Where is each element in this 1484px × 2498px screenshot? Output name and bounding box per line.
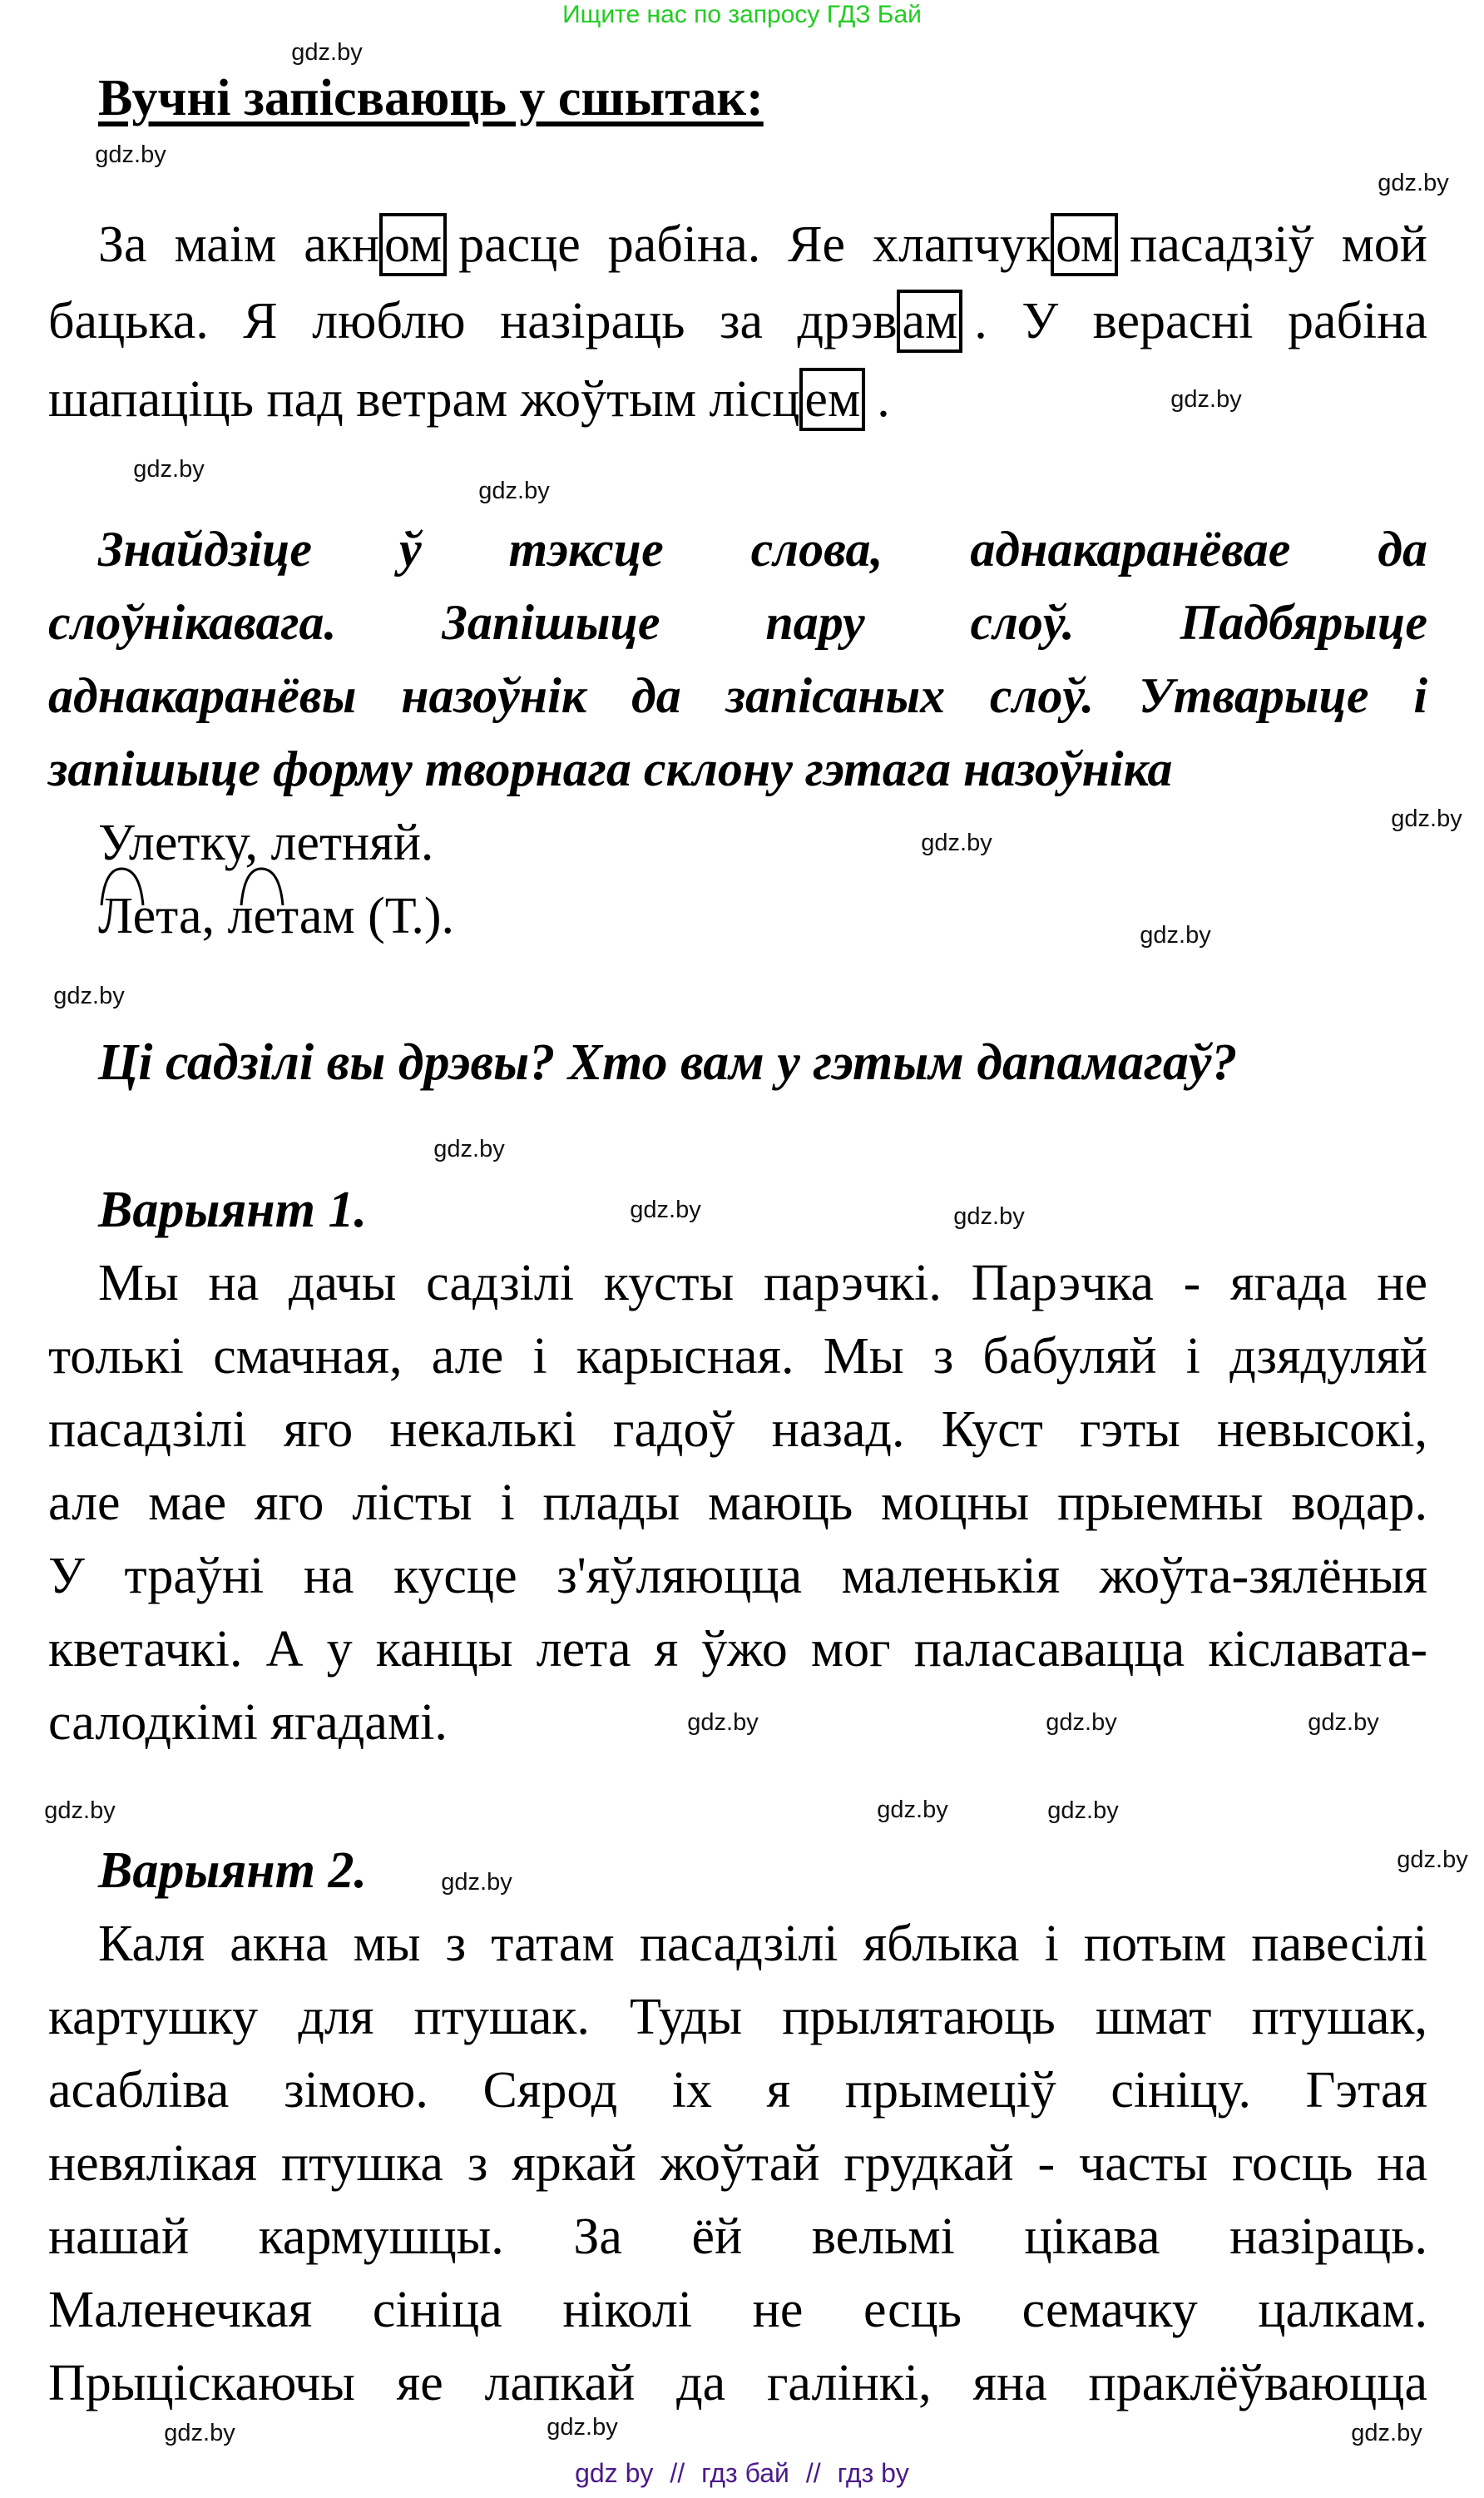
watermark-text: gdz.by [95, 141, 166, 168]
watermark-text: gdz.by [133, 456, 205, 483]
highlighted-ending: ом [379, 213, 447, 276]
watermark-text: gdz.by [1308, 1709, 1379, 1736]
task-line: аднакаранёвы назоўнік да запісаных слоў. Утварыце і [48, 668, 1427, 723]
watermark-text: gdz.by [1378, 170, 1449, 196]
task-line: запішыце форму творнага склону гэтага назоўніка [48, 741, 1173, 796]
watermark-text: gdz.by [478, 478, 550, 504]
footer-separator: // [805, 2458, 821, 2488]
page-title: Вучні запісваюць у сшытак: [98, 70, 764, 126]
text-line: нашай кармушцы. За ёй вельмі цікава назіраць. [48, 2208, 1427, 2265]
watermark-text: gdz.by [547, 2414, 618, 2441]
watermark-text: gdz.by [1046, 1709, 1117, 1736]
text-line: салодкімі ягадамі. [48, 1694, 448, 1751]
watermark-text: gdz.by [1140, 922, 1211, 949]
text-line: пасадзілі яго некалькі гадоў назад. Куст гэты невысокі, [48, 1401, 1427, 1458]
watermark-text: gdz.by [441, 1869, 512, 1896]
watermark-text: gdz.by [1047, 1797, 1119, 1824]
text-line: Маленечкая сініца ніколі не есць семачку цалкам. [48, 2282, 1427, 2338]
text-line: картушку для птушак. Туды прылятаюць шмат птушак, [48, 1989, 1427, 2045]
question-heading: Ці садзілі вы дрэвы? Хто вам у гэтым дапамагаў? [98, 1034, 1238, 1091]
watermark-text: gdz.by [433, 1136, 505, 1162]
root-arc-mark [98, 865, 148, 907]
text-line: У траўні на кусце з'яўляюцца маленькія жоўта-зялёныя [48, 1548, 1427, 1604]
highlighted-ending: ем [799, 368, 865, 431]
footer-link[interactable]: гдз by [837, 2458, 909, 2488]
text-segment: бацька. Я люблю назіраць за дрэв [48, 293, 898, 349]
watermark-text: gdz.by [44, 1797, 116, 1824]
text-line: Каля акна мы з татам пасадзілі яблыка і потым павесілі [98, 1916, 1427, 1972]
text-line [48, 288, 1427, 354]
watermark-text: gdz.by [921, 830, 992, 856]
text-line: але мае яго лісты і плады маюць моцны прыемны водар. [48, 1475, 1427, 1531]
answer-line: Улетку, летняй. [98, 815, 434, 871]
search-hint-banner: Ищите нас по запросу ГДЗ Бай [562, 1, 922, 28]
watermark-text: gdz.by [1391, 805, 1462, 832]
footer-links [0, 2456, 1484, 2490]
watermark-text: gdz.by [164, 2420, 235, 2446]
highlighted-ending: ом [1051, 213, 1118, 276]
watermark-text: gdz.by [953, 1203, 1025, 1230]
text-line: Прыцiскаючы яе лапкай да галінкі, яна праклёўваюцца [48, 2355, 1427, 2411]
watermark-text: gdz.by [53, 983, 125, 1009]
watermark-text: gdz.by [687, 1709, 759, 1736]
text-line: кветачкі. А у канцы лета я ўжо мог паласавацца кіславата- [48, 1621, 1427, 1678]
watermark-text: gdz.by [1351, 2420, 1422, 2446]
footer-separator: // [670, 2458, 685, 2488]
text-segment: . У верасні рабіна [974, 293, 1427, 349]
text-segment: пасадзіў мой [1130, 216, 1427, 273]
watermark-text: gdz.by [1397, 1846, 1468, 1873]
text-line [98, 211, 1427, 278]
root-arc-mark [238, 865, 288, 907]
watermark-text: gdz.by [630, 1197, 701, 1223]
variant-heading: Варыянт 2. [98, 1842, 367, 1899]
watermark-text: gdz.by [291, 39, 363, 66]
highlighted-ending: ам [897, 290, 962, 353]
footer-link[interactable]: гдз бай [701, 2458, 789, 2488]
text-line: толькі смачная, але і карысная. Мы з бабуляй і дзядуляй [48, 1328, 1427, 1385]
footer-link[interactable]: gdz by [575, 2458, 654, 2488]
text-segment: расце рабіна. Яе хлапчук [458, 216, 1051, 273]
text-line: невялікая птушка з яркай жоўтай грудкай - часты госць на [48, 2135, 1427, 2192]
answer-line: Лета, летам (Т.). [98, 888, 455, 944]
text-line: асабліва зімою. Сярод іх я прымеціў сініцу. Гэтая [48, 2062, 1427, 2119]
text-segment: За маім акн [98, 216, 380, 273]
text-line: Мы на дачы садзілі кусты парэчкі. Парэчка - ягада не [98, 1255, 1427, 1311]
text-segment: шапаціць пад ветрам жоўтым лісц [48, 371, 800, 428]
text-segment: . [877, 371, 890, 428]
watermark-text: gdz.by [1170, 386, 1242, 413]
watermark-text: gdz.by [877, 1797, 948, 1823]
task-line: Знайдзіце ў тэксце слова, аднакаранёвае да [98, 522, 1427, 577]
task-line: слоўнікавага. Запішыце пару слоў. Падбярыце [48, 595, 1427, 650]
variant-heading: Варыянт 1. [98, 1182, 367, 1238]
